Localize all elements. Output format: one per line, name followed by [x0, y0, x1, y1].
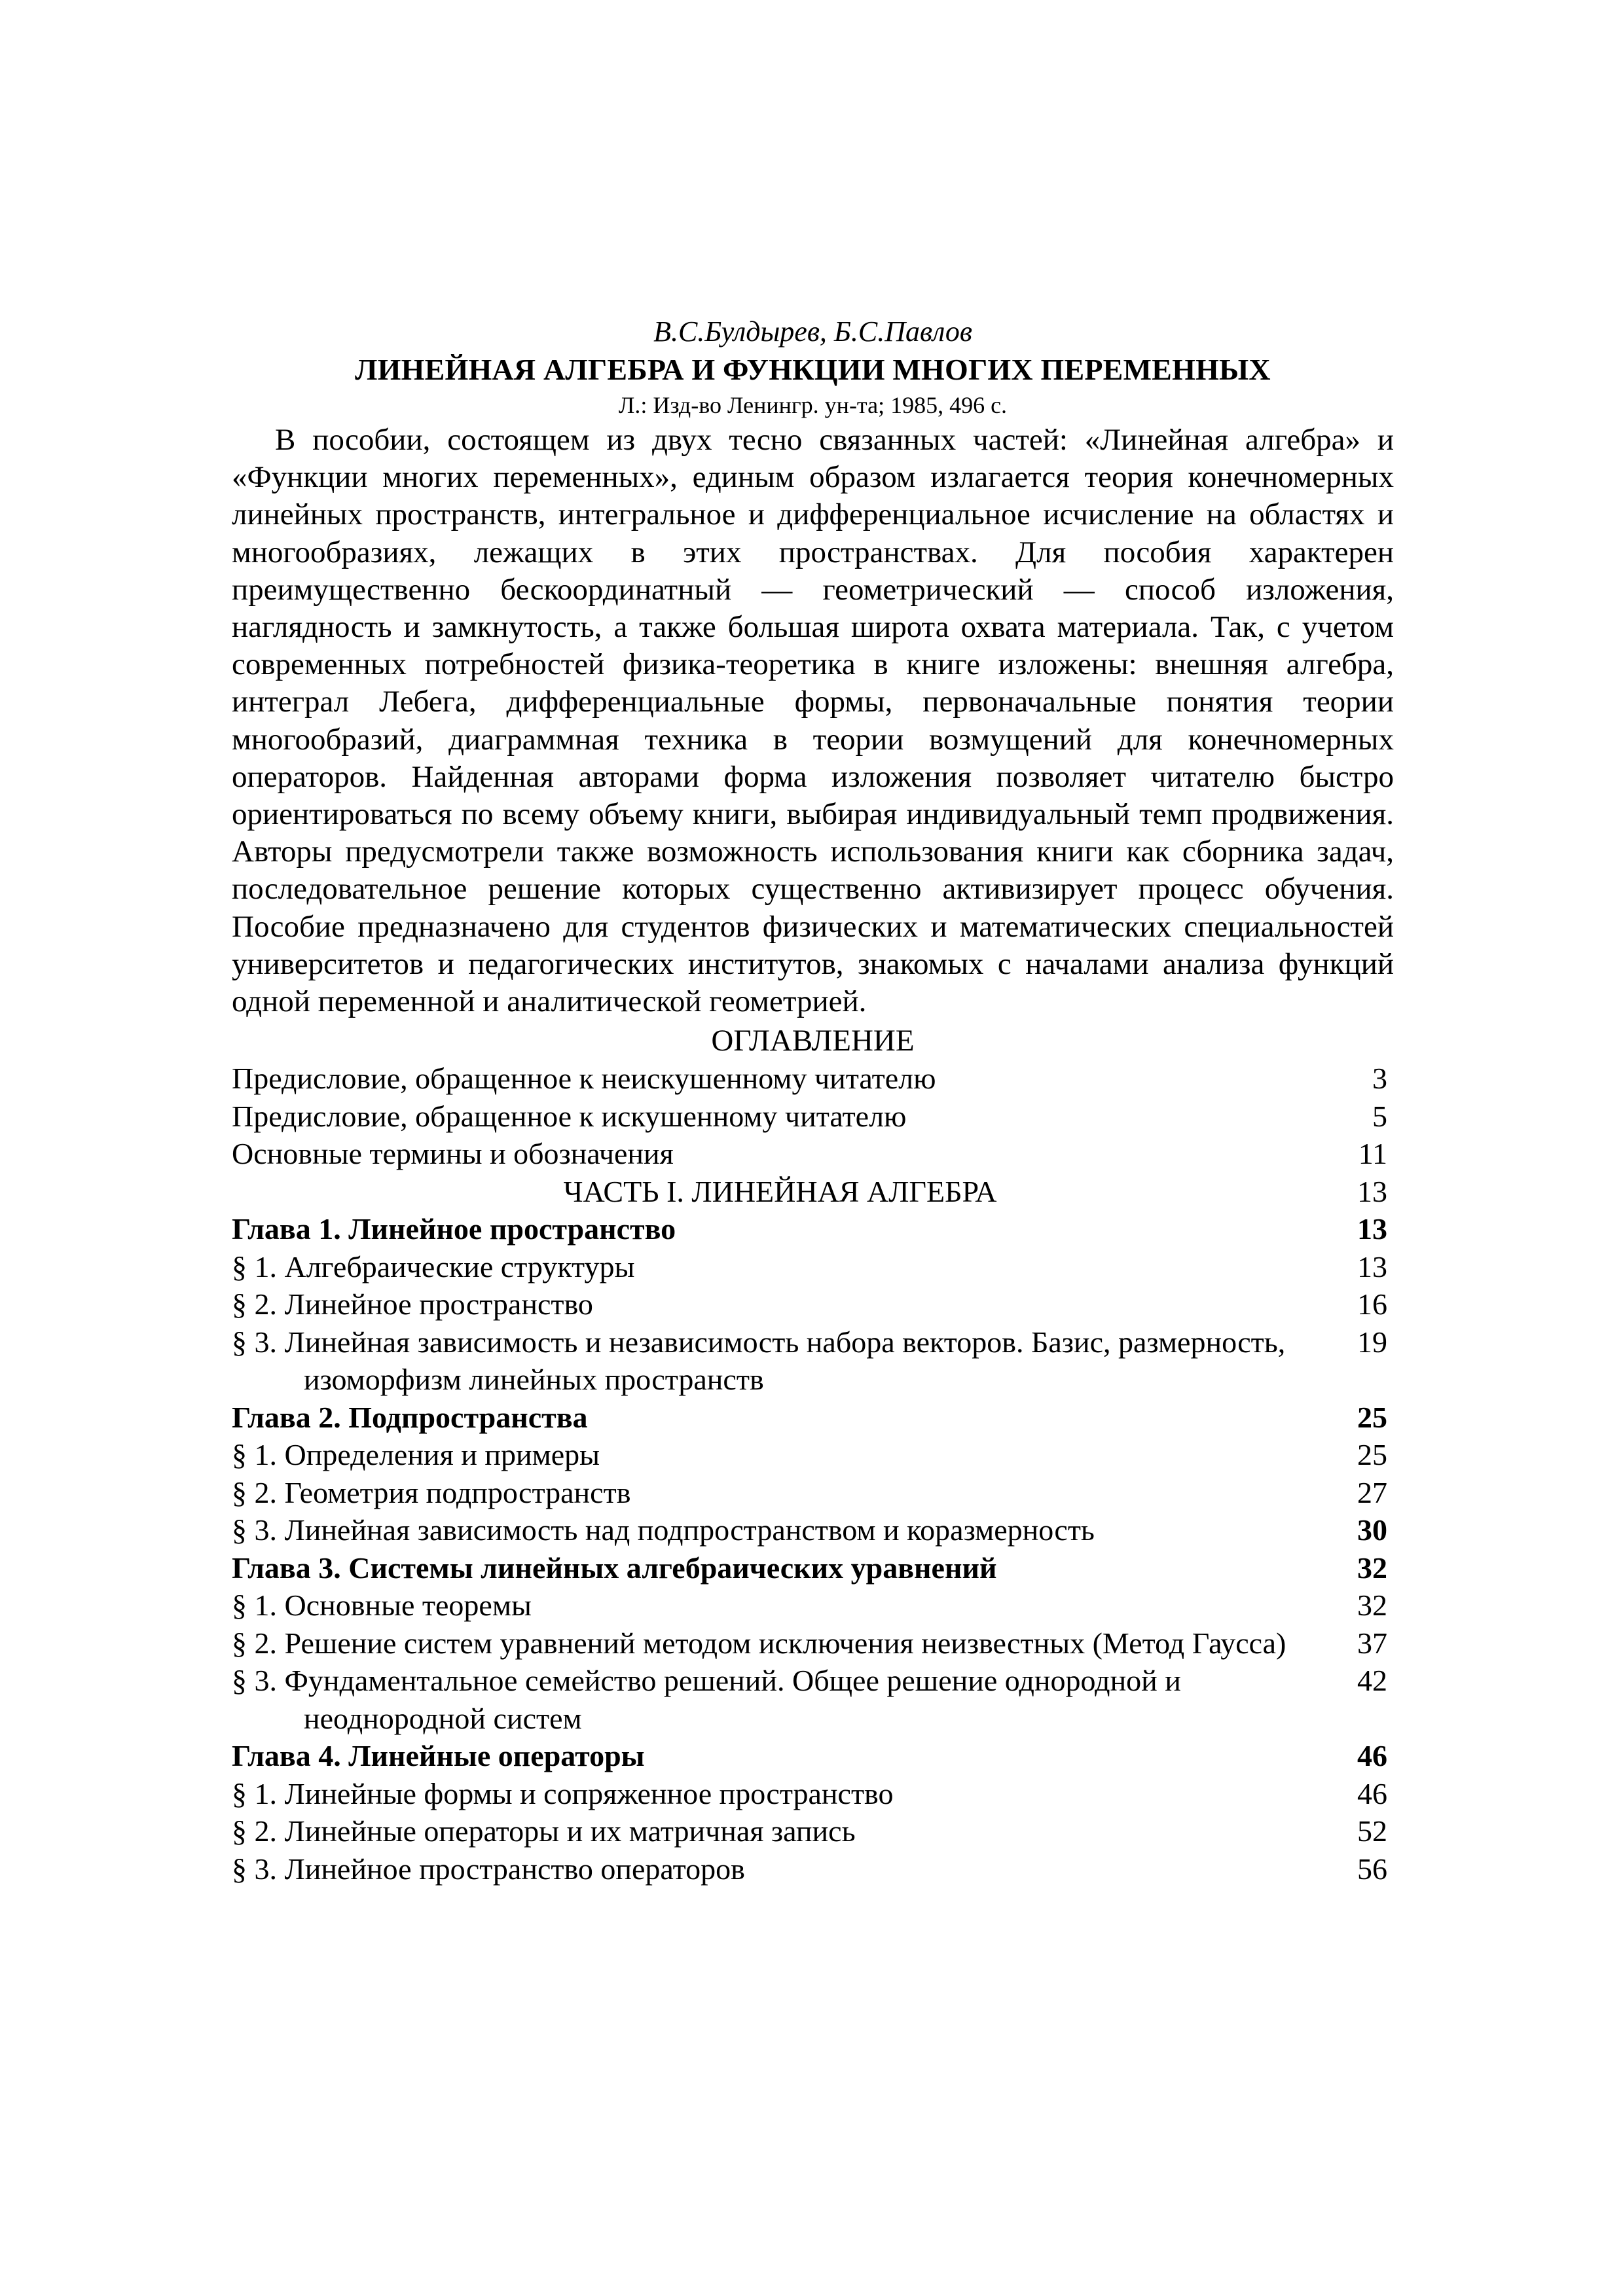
- toc-page-number: 32: [1357, 1551, 1387, 1585]
- toc-entry-title: Глава 2. Подпространства: [232, 1400, 588, 1434]
- toc-section-title: § 2. Линейные операторы и их матричная запись: [232, 1814, 856, 1848]
- toc-entry-title: Глава 1. Линейное пространство: [232, 1212, 676, 1246]
- toc-heading: ОГЛАВЛЕНИЕ: [711, 1024, 915, 1058]
- toc-page-number: 11: [1358, 1137, 1387, 1171]
- toc-entry-title: Основные термины и обозначения: [232, 1137, 674, 1171]
- toc-section-title: § 3. Фундаментальное семейство решений. Общее решение однородной и неоднородной систем: [232, 1664, 1181, 1735]
- toc-entry-title: [232, 1587, 1328, 1624]
- toc-entry-section: [232, 1323, 1394, 1399]
- toc-section-title: § 1. Алгебраические структуры: [232, 1249, 635, 1283]
- toc-entry-section: [232, 1285, 1394, 1323]
- book-authors: В.С.Булдырев, Б.С.Павлов: [653, 315, 972, 348]
- publication-info: Л.: Изд-во Ленингр. ун-та; 1985, 496 с.: [618, 392, 1008, 418]
- toc-section-title: § 1. Линейные формы и сопряженное пространство: [232, 1776, 894, 1810]
- toc-entry-section: [232, 1248, 1394, 1286]
- toc-page-number: 32: [1357, 1588, 1387, 1623]
- toc-entry-chapter: [232, 1399, 1394, 1437]
- toc-page-number: 5: [1372, 1099, 1387, 1133]
- toc-entry-section: [232, 1624, 1394, 1662]
- toc-entry-title: Предисловие, обращенное к неискушенному читателю: [232, 1062, 936, 1096]
- toc-entry-title: ЧАСТЬ I. ЛИНЕЙНАЯ АЛГЕБРА: [563, 1174, 997, 1208]
- abstract-paragraph: В пособии, состоящем из двух тесно связанных частей: «Линейная алгебра» и «Функции многих переменных», единым образом излагается теория конечномерных линейных пространств, интегральное и дифференциальное исчисление на областях и многообразиях, лежащих в этих пространствах. Для пособия характерен преимущественно бескоординатный — геометрический — способ изложения, наглядность и замкнутость, а также большая широта охвата материала. Так, с учетом современных потребностей физика-теоретика в книге изложены: внешняя алгебра, интеграл Лебега, дифференциальные формы, первоначальные понятия теории многообразий, диаграммная техника в теории возмущений для конечномерных операторов. Найденная авторами форма изложения позволяет читателю быстро ориентироваться по всему объему книги, выбирая индивидуальный темп продвижения. Авторы предусмотрели также возможность использования книги как сборника задач, последовательное решение которых существенно активизирует процесс обучения. Пособие предназначено для студентов физических и математических специальностей университетов и педагогических институтов, знакомых с началами анализа функций одной переменной и аналитической геометрией.: [232, 423, 1394, 1019]
- toc-section-title: § 2. Решение систем уравнений методом исключения неизвестных (Метод Гаусса): [232, 1626, 1286, 1660]
- toc-page-number: 56: [1357, 1852, 1387, 1886]
- toc-page-number: 46: [1357, 1776, 1387, 1810]
- toc-entry-title: [232, 1474, 1328, 1512]
- toc-entry-section: [232, 1587, 1394, 1624]
- toc-page-number: 25: [1357, 1400, 1387, 1434]
- toc-entry-section: [232, 1511, 1394, 1549]
- toc-page-number: 13: [1357, 1174, 1387, 1208]
- toc-page-number: 42: [1357, 1664, 1387, 1698]
- toc-entry-section: [232, 1812, 1394, 1850]
- toc-entry-title: [232, 1624, 1328, 1662]
- toc-entry-title: [232, 1285, 1328, 1323]
- toc-section-title: § 1. Основные теоремы: [232, 1588, 532, 1623]
- table-of-contents: [232, 1060, 1394, 1888]
- toc-entry-chapter: [232, 1549, 1394, 1587]
- toc-section-title: § 2. Геометрия подпространств: [232, 1475, 631, 1509]
- toc-entry-front: [232, 1098, 1394, 1136]
- toc-page-number: 52: [1357, 1814, 1387, 1848]
- toc-entry-title: [232, 1323, 1328, 1399]
- toc-section-title: § 2. Линейное пространство: [232, 1287, 593, 1321]
- toc-entry-section: [232, 1436, 1394, 1474]
- toc-entry-section: [232, 1662, 1394, 1737]
- toc-entry-title: [232, 1850, 1328, 1888]
- book-title: ЛИНЕЙНАЯ АЛГЕБРА И ФУНКЦИИ МНОГИХ ПЕРЕМЕННЫХ: [355, 353, 1271, 386]
- toc-entry-title: [232, 1775, 1328, 1813]
- toc-section-title: § 3. Линейная зависимость и независимость набора векторов. Базис, размерность, изоморфизм линейных пространств: [232, 1325, 1286, 1397]
- toc-entry-title: [232, 1812, 1328, 1850]
- toc-page-number: 37: [1357, 1626, 1387, 1660]
- toc-entry-title: Предисловие, обращенное к искушенному читателю: [232, 1099, 907, 1133]
- toc-entry-title: [232, 1662, 1328, 1737]
- toc-entry-title: [232, 1436, 1328, 1474]
- toc-page-number: 46: [1357, 1739, 1387, 1773]
- toc-entry-section: [232, 1474, 1394, 1512]
- toc-entry-title: [232, 1511, 1328, 1549]
- toc-entry-front: [232, 1060, 1394, 1098]
- toc-entry-front: [232, 1135, 1394, 1173]
- toc-entry-title: Глава 4. Линейные операторы: [232, 1739, 645, 1773]
- toc-entry-section: [232, 1850, 1394, 1888]
- toc-page-number: 3: [1372, 1062, 1387, 1096]
- toc-page-number: 16: [1357, 1287, 1387, 1321]
- toc-page-number: 19: [1357, 1325, 1387, 1359]
- toc-entry-chapter: [232, 1210, 1394, 1248]
- toc-section-title: § 3. Линейная зависимость над подпространством и коразмерность: [232, 1513, 1095, 1547]
- toc-entry-part: [232, 1173, 1394, 1211]
- toc-entry-section: [232, 1775, 1394, 1813]
- toc-page-number: 13: [1357, 1249, 1387, 1283]
- toc-page-number: 13: [1357, 1212, 1387, 1246]
- toc-entry-title: Глава 3. Системы линейных алгебраических уравнений: [232, 1551, 997, 1585]
- toc-body: [232, 1060, 1394, 1888]
- toc-entry-chapter: [232, 1737, 1394, 1775]
- toc-page-number: 25: [1357, 1438, 1387, 1472]
- document-page: [232, 313, 1394, 1888]
- toc-entry-title: [232, 1248, 1328, 1286]
- toc-page-number: 30: [1357, 1513, 1387, 1547]
- toc-section-title: § 1. Определения и примеры: [232, 1438, 600, 1472]
- toc-page-number: 27: [1357, 1475, 1387, 1509]
- toc-section-title: § 3. Линейное пространство операторов: [232, 1852, 745, 1886]
